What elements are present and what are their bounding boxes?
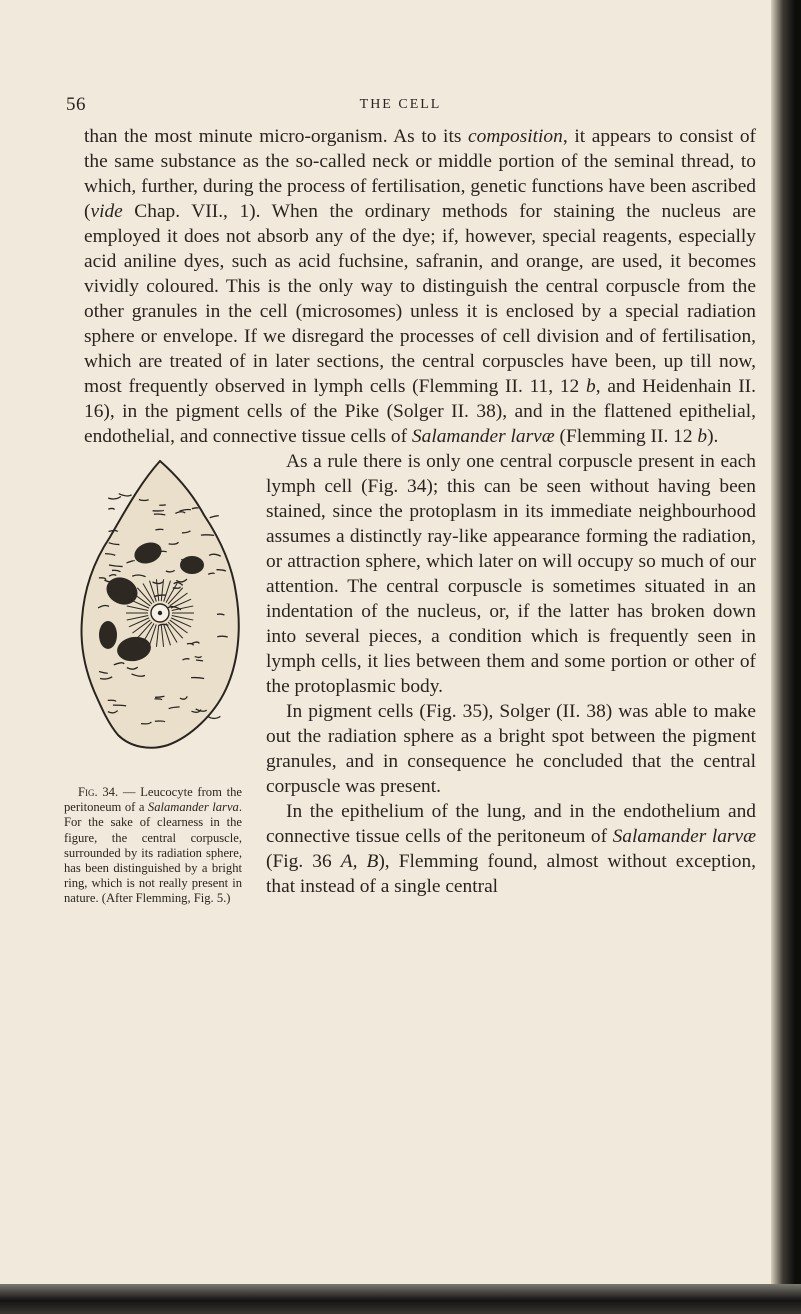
body-text: [64, 124, 757, 1023]
paragraph-1-run-6: , and Heidenhain II. 16), in the pigment cells of the Pike (Solger II. 38), and in the flattened epithelial, endothelial, and connective tissue cells of: [84, 376, 756, 447]
paragraph-1-run-7: Salamander larvæ: [411, 426, 555, 447]
paragraph-1-run-5: b: [586, 376, 596, 397]
page-number: 56: [66, 94, 86, 115]
paragraph-4-run-3: A, B: [340, 851, 379, 872]
paragraph-1-run-2: , it appears to consist of the same substance as the so-called neck or middle portion of the seminal thread, to which, further, during the process of fertilisation, genetic functions have been ascribed (: [84, 126, 756, 222]
central-corpuscle: [158, 611, 162, 615]
caption-run-0: Fig. 34.: [78, 785, 119, 799]
protoplasm-strand: [108, 508, 114, 509]
protoplasm-strand: [208, 716, 220, 718]
paragraph-1: [84, 124, 756, 449]
paragraph-1-run-0: than the most minute micro-organism. As to its: [84, 126, 469, 147]
paragraph-1-run-8: (Flemming II. 12: [554, 426, 698, 447]
paragraph-4-run-4: ), Flemming found, almost without exception, that instead of a single central: [266, 851, 757, 897]
paragraph-1-run-4: Chap. VII., 1). When the ordinary methods for staining the nucleus are employed it does not absorb any of the dye; if, however, special reagents, especially acid aniline dyes, such as acid fuchsine, safranin, and orange, are used, it becomes vividly coloured. This is the only way to distinguish the central corpuscle from the other granules in the cell (microsomes) unless it is enclosed by a special radiation sphere or envelope. If we disregard the processes of cell division and of fertilisation, which are treated of in later sections, the central corpuscles have been, up till now, most frequently observed in lymph cells (Flemming II. 11, 12: [84, 201, 756, 397]
protoplasm-strand: [201, 535, 214, 536]
scan-edge-right: [771, 0, 801, 1314]
paragraph-1-run-10: ).: [707, 426, 719, 447]
paragraph-4-run-0: In the epithelium of the lung, and in the endothelium and connective tissue cells of the peritoneum of: [266, 801, 756, 847]
caption-run-2: Salamander larva: [147, 800, 239, 815]
protoplasm-strand: [113, 705, 126, 706]
paragraph-2-run-0: As a rule there is only one central corpuscle present in each lymph cell (Fig. 34); this can be seen without having been stained, since the protoplasm in its immediate neighbourhood assumes a distinctly ray-like appearance forming the radiation, or attraction sphere, which later on will occupy so much of our attention. The central corpuscle is sometimes situated in an indentation of the nucleus, or, if the latter has broken down into several pieces, a condition which is frequently seen in lymph cells, it lies between them and some portion or other of the protoplasmic body.: [266, 451, 756, 697]
leucocyte-figure: [64, 453, 250, 773]
caption-run-3: . For the sake of clearness in the figure, the central corpuscle, surrounded by its radiation sphere, has been distinguished by a bright ring, which is not really present in nature. (After Flemming, Fig. 5.): [64, 800, 242, 906]
protoplasm-strand: [210, 516, 219, 518]
paragraph-4-run-2: (Fig. 36: [266, 851, 341, 872]
protoplasm-strand: [153, 510, 164, 511]
protoplasm-strand: [119, 494, 132, 496]
paragraph-1-run-3: vide: [90, 201, 123, 222]
figure-block: [64, 453, 250, 1023]
leucocyte-illustration: [64, 453, 250, 773]
running-head: THE CELL: [359, 97, 442, 112]
caption-run-1: — Leucocyte from the peritoneum of a: [64, 785, 242, 815]
figure-caption: [64, 785, 242, 907]
paragraph-1-run-1: composition: [468, 126, 563, 147]
paragraph-4-run-1: Salamander larvæ: [612, 826, 757, 847]
protoplasm-strand: [159, 505, 166, 506]
paragraph-3-run-0: In pigment cells (Fig. 35), Solger (II. 38) was able to make out the radiation sphere as a bright spot between the pigment granules, and in consequence he concluded that the central corpuscle was present.: [266, 701, 756, 797]
protoplasm-strand: [196, 660, 203, 661]
scan-edge-bottom: [0, 1284, 801, 1314]
paragraph-1-run-9: b: [697, 426, 708, 447]
protoplasm-strand: [108, 497, 121, 499]
